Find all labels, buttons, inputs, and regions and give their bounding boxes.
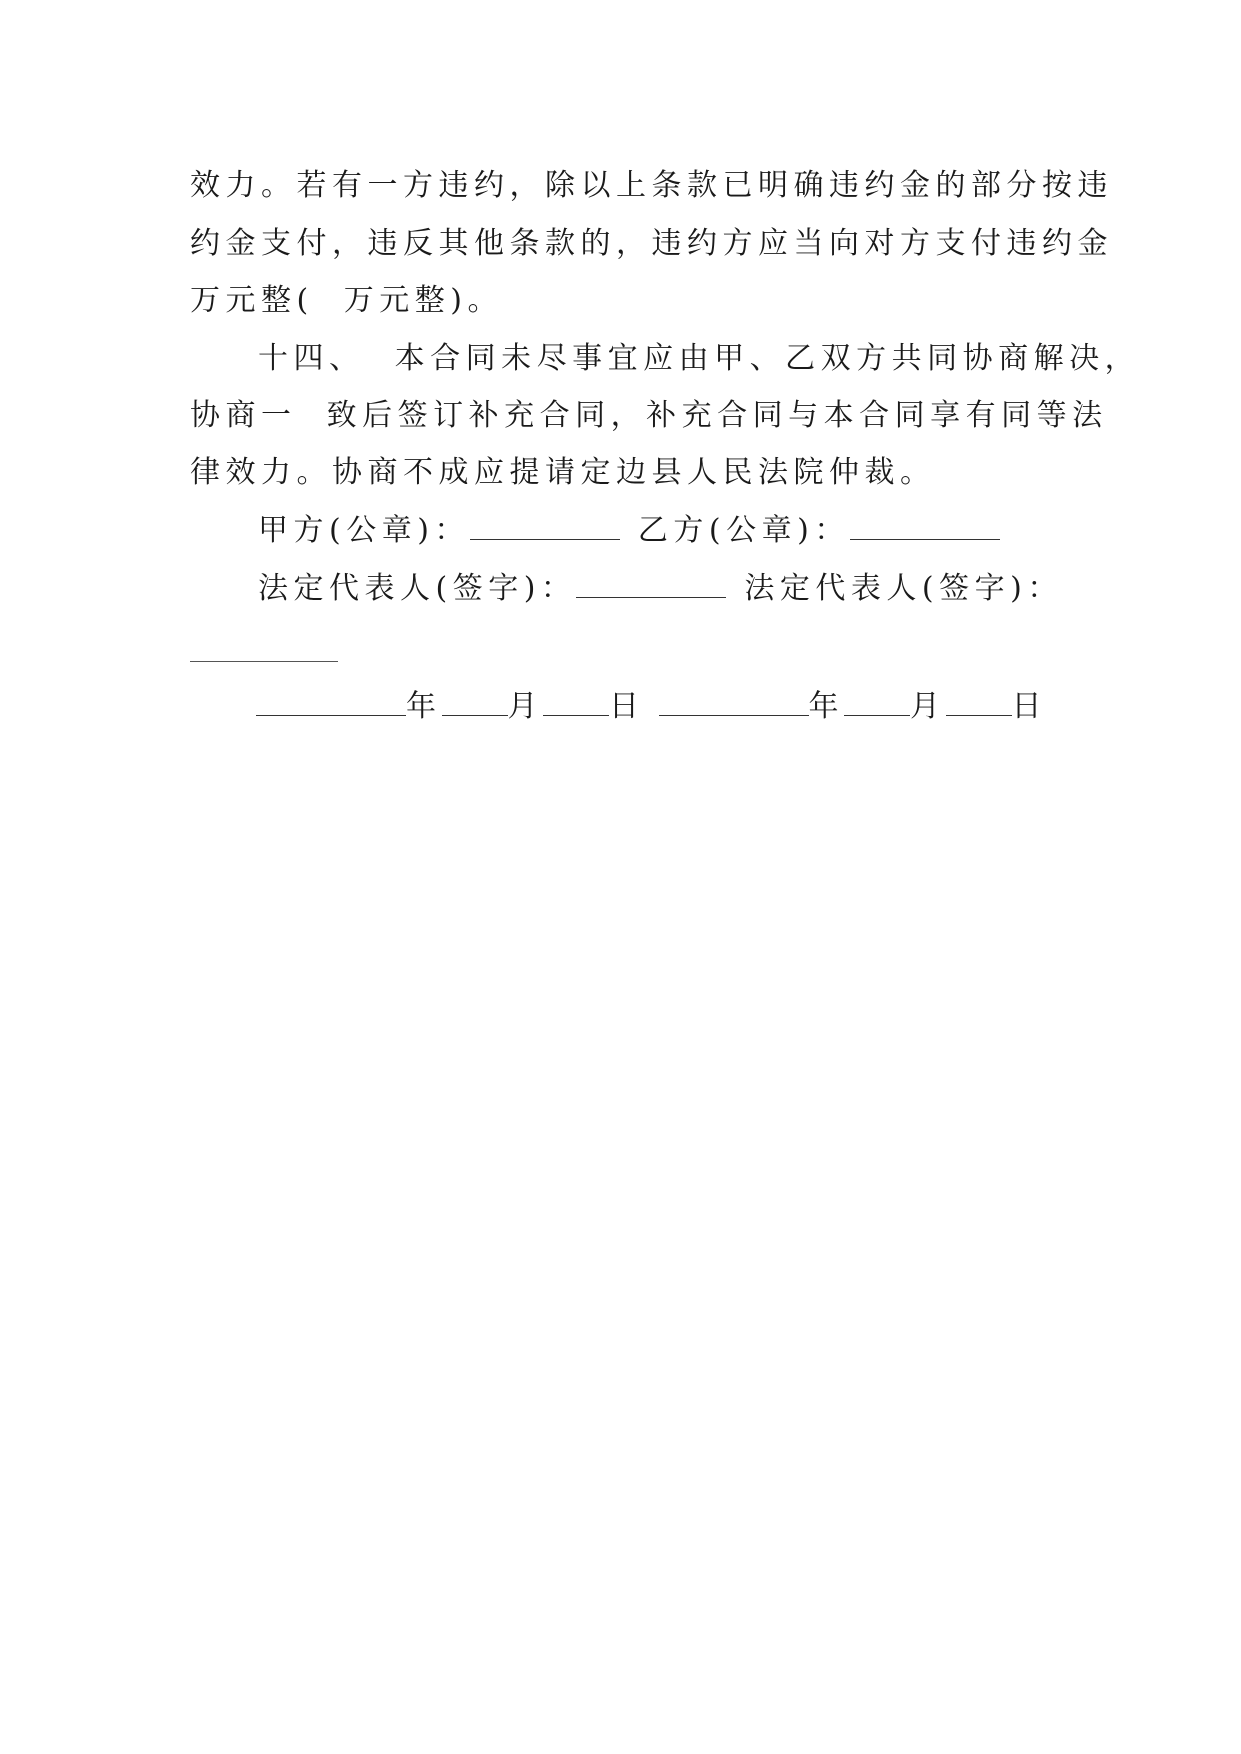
party-b-month-label: 月 xyxy=(910,689,946,724)
party-a-seal-label: 甲方(公章)： xyxy=(258,513,470,548)
party-b-month-blank[interactable] xyxy=(844,689,910,716)
party-b-rep-blank[interactable] xyxy=(190,661,338,662)
party-a-month-label: 月 xyxy=(507,689,543,724)
representative-signature-line xyxy=(258,571,1063,607)
party-b-rep-label: 法定代表人(签字)： xyxy=(744,571,1063,606)
paragraph-1-line-1: 效力。若有一方违约，除以上条款已明确违约金的部分按违 xyxy=(190,168,1113,203)
party-b-day-label: 日 xyxy=(1011,689,1047,724)
paragraph-2-line-3: 律效力。协商不成应提请定边县人民法院仲裁。 xyxy=(190,455,936,490)
party-b-seal-label: 乙方(公章)： xyxy=(637,513,850,548)
party-a-seal-blank[interactable] xyxy=(470,513,620,540)
party-b-seal-blank[interactable] xyxy=(850,513,1000,540)
party-a-year-blank[interactable] xyxy=(256,689,406,716)
party-b-year-label: 年 xyxy=(808,689,844,724)
paragraph-1-line-2: 约金支付，违反其他条款的，违约方应当向对方支付违约金 xyxy=(190,226,1113,261)
paragraph-1-line-3: 万元整( 万元整)。 xyxy=(190,283,503,318)
paragraph-2-line-2: 协商一 致后签订补充合同，补充合同与本合同享有同等法 xyxy=(190,398,1108,433)
party-a-rep-blank[interactable] xyxy=(576,571,726,598)
party-a-day-blank[interactable] xyxy=(543,689,609,716)
party-b-year-blank[interactable] xyxy=(659,689,809,716)
party-a-day-label: 日 xyxy=(609,689,645,724)
party-b-day-blank[interactable] xyxy=(946,689,1012,716)
paragraph-2-line-1: 十四、 本合同未尽事宜应由甲、乙双方共同协商解决， xyxy=(258,341,1141,376)
seal-signature-line xyxy=(258,513,1000,549)
date-line xyxy=(256,689,1047,725)
party-a-rep-label: 法定代表人(签字)： xyxy=(258,571,577,606)
party-a-month-blank[interactable] xyxy=(442,689,508,716)
party-a-year-label: 年 xyxy=(406,689,442,724)
